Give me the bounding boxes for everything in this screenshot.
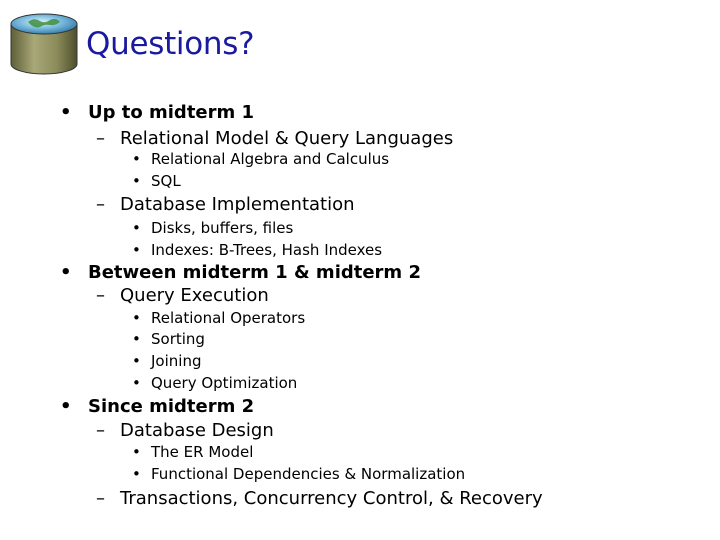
detail-bullet-marker: •: [132, 172, 141, 190]
detail-bullet-label: The ER Model: [151, 443, 254, 461]
detail-bullet-label: Functional Dependencies & Normalization: [151, 465, 466, 483]
detail-bullet-label: Joining: [151, 352, 202, 370]
detail-bullet: [132, 374, 297, 392]
section-bullet-label: Between midterm 1 & midterm 2: [88, 262, 421, 283]
subtopic-bullet: [96, 128, 453, 149]
detail-bullet-label: Relational Algebra and Calculus: [151, 150, 390, 168]
slide-title: Questions?: [86, 26, 255, 62]
subtopic-bullet: [96, 285, 269, 306]
detail-bullet: [132, 150, 389, 168]
section-bullet: [60, 262, 421, 283]
section-bullet: [60, 102, 254, 123]
database-cylinder-icon: [8, 10, 80, 76]
detail-bullet-label: SQL: [151, 172, 181, 190]
section-bullet-marker: •: [60, 262, 72, 283]
section-bullet-label: Up to midterm 1: [88, 102, 255, 123]
detail-bullet: [132, 443, 253, 461]
detail-bullet-marker: •: [132, 330, 141, 348]
detail-bullet: [132, 330, 205, 348]
detail-bullet-label: Query Optimization: [151, 374, 298, 392]
subtopic-bullet-marker: –: [96, 285, 105, 306]
detail-bullet-label: Sorting: [151, 330, 205, 348]
subtopic-bullet: [96, 194, 355, 215]
detail-bullet-marker: •: [132, 465, 141, 483]
section-bullet-marker: •: [60, 102, 72, 123]
detail-bullet: [132, 465, 465, 483]
detail-bullet: [132, 241, 382, 259]
detail-bullet-marker: •: [132, 241, 141, 259]
detail-bullet-marker: •: [132, 309, 141, 327]
subtopic-bullet-marker: –: [96, 488, 105, 509]
section-bullet-marker: •: [60, 396, 72, 417]
detail-bullet-label: Disks, buffers, files: [151, 219, 294, 237]
subtopic-bullet-marker: –: [96, 194, 105, 215]
detail-bullet-marker: •: [132, 374, 141, 392]
detail-bullet-marker: •: [132, 219, 141, 237]
detail-bullet-label: Relational Operators: [151, 309, 306, 327]
subtopic-bullet-label: Query Execution: [120, 285, 269, 306]
subtopic-bullet: [96, 488, 543, 509]
detail-bullet: [132, 172, 181, 190]
section-bullet-label: Since midterm 2: [88, 396, 255, 417]
section-bullet: [60, 396, 254, 417]
detail-bullet: [132, 309, 305, 327]
detail-bullet: [132, 352, 201, 370]
detail-bullet-marker: •: [132, 443, 141, 461]
subtopic-bullet-marker: –: [96, 420, 105, 441]
subtopic-bullet-marker: –: [96, 128, 105, 149]
detail-bullet: [132, 219, 293, 237]
subtopic-bullet-label: Database Implementation: [120, 194, 355, 215]
detail-bullet-marker: •: [132, 150, 141, 168]
subtopic-bullet-label: Database Design: [120, 420, 274, 441]
subtopic-bullet-label: Relational Model & Query Languages: [120, 128, 454, 149]
subtopic-bullet-label: Transactions, Concurrency Control, & Recovery: [120, 488, 543, 509]
detail-bullet-label: Indexes: B-Trees, Hash Indexes: [151, 241, 383, 259]
subtopic-bullet: [96, 420, 274, 441]
detail-bullet-marker: •: [132, 352, 141, 370]
